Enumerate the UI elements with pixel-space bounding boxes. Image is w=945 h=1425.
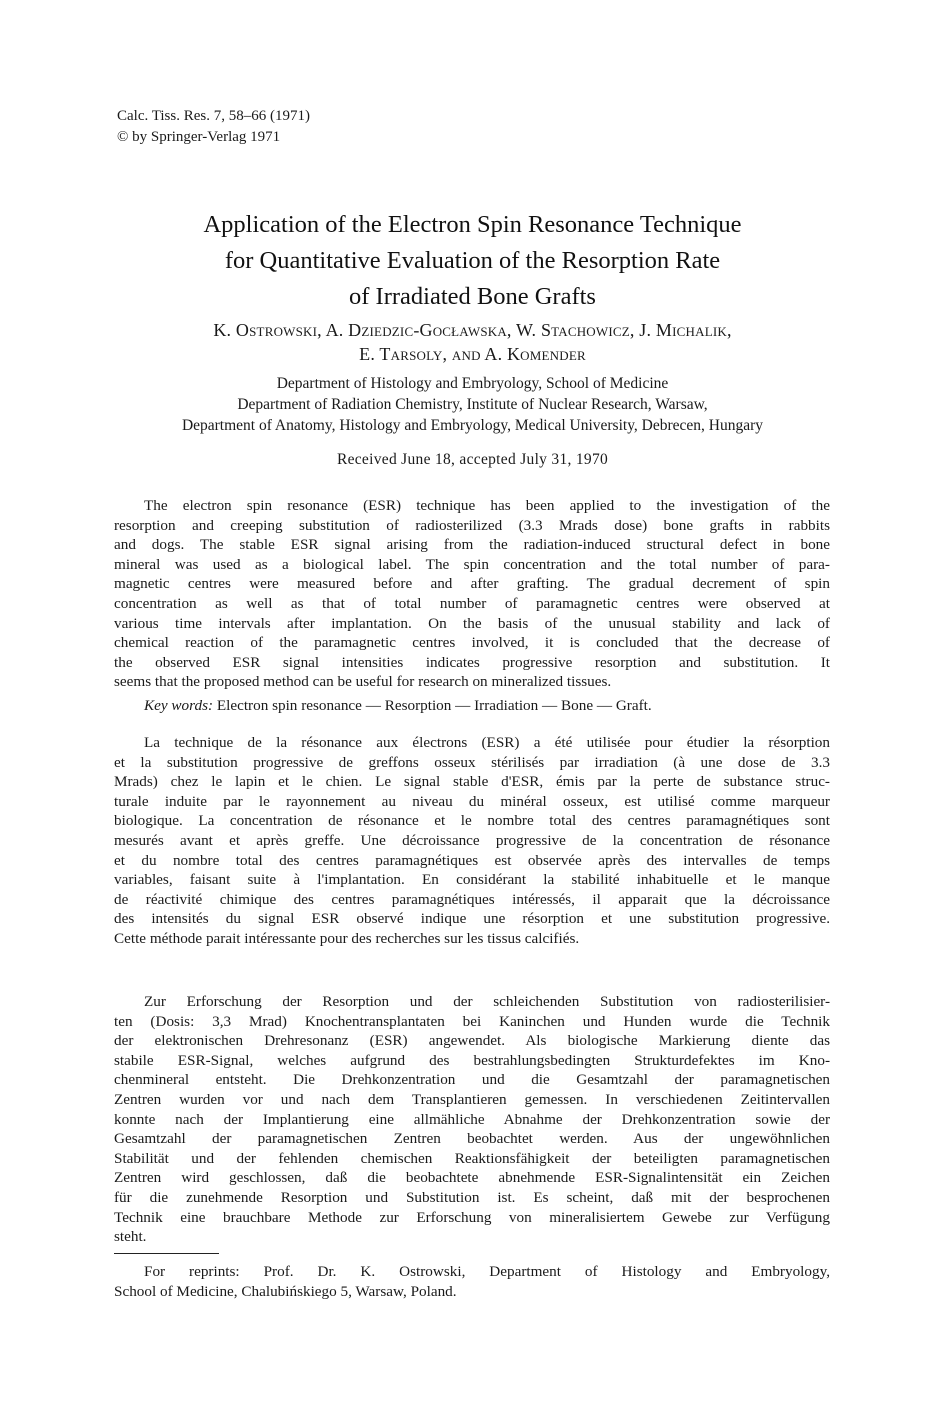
text-line: der elektronischen Drehresonanz (ESR) angewendet. Als biologische Markierung diente das [114,1032,830,1050]
affiliations [100,373,845,436]
text-line: chenmineral entsteht. Die Drehkonzentration und die Gesamtzahl der paramagnetischen [114,1071,830,1089]
keywords [114,696,830,716]
footnote-divider [114,1253,219,1254]
text-line: The electron spin resonance (ESR) technique has been applied to the investigation of the [144,497,830,514]
affiliation: Department of Anatomy, Histology and Embryology, Medical University, Debrecen, Hungary [181,417,764,434]
text-line: Zentren wird geschlossen, daß die beobachtete abnehmende ESR-Signalintensität ein Zeichen [114,1169,830,1187]
author-line: K. Ostrowski, A. Dziedzic-Gocławska, W. Stachowicz, J. Michalik, [213,320,732,340]
text-line: and dogs. The stable ESR signal arising from the radiation-induced structural defect in bone [114,536,830,554]
title-line: for Quantitative Evaluation of the Resorption Rate [224,247,721,274]
text-line: chemical reaction of the paramagnetic centres involved, it is concluded that the decrease of [114,634,830,652]
text-line: konnte nach der Implantierung eine allmähliche Abnahme der Drehkonzentration sowie der [114,1110,830,1128]
journal-copyright: © by Springer-Verlag 1971 [117,129,281,145]
text-line: für die zunehmende Resorption und Substitution ist. Es scheint, daß mit der besprochenen [114,1188,830,1206]
text-line: mineral was used as a biological label. The spin concentration and the total number of para- [114,555,830,573]
paper-title [100,207,845,315]
journal-header [117,106,310,148]
text-line: steht. [114,1228,147,1246]
text-line: de réactivité chimique des centres paramagnétiques intéressés, il apparait que la décroissance [114,890,830,908]
footnote [114,1262,830,1301]
author-line: E. Tarsoly, and A. Komender [359,344,586,364]
abstract-german [114,992,830,1247]
footnote-line: For reprints: Prof. Dr. K. Ostrowski, Department of Histology and Embryology, [144,1263,830,1280]
text-line: concentration as well as that of total number of paramagnetic centres were observed at [114,594,830,612]
text-line: turale induite par le rayonnement au niveau du minéral osseux, est utilisé comme marqueur [114,792,830,810]
journal-citation: Calc. Tiss. Res. 7, 58–66 (1971) [117,108,310,124]
text-line: resorption and creeping substitution of radiosterilized (3.3 Mrads dose) bone grafts in rabbits [114,516,830,534]
affiliation: Department of Histology and Embryology, School of Medicine [276,375,669,392]
text-line: various time intervals after implantation. On the basis of the unusual stability and lack of [114,614,830,632]
text-line: La technique de la résonance aux électrons (ESR) a été utilisée pour étudier la résorption [144,734,830,751]
text-line: seems that the proposed method can be useful for research on mineralized tissues. [114,673,612,691]
text-line: Cette méthode parait intéressante pour des recherches sur les tissus calcifiés. [114,929,580,947]
text-line: stabile ESR-Signal, welches aufgrund des bestrahlungsbedingten Strukturdefektes im Kno- [114,1051,830,1069]
received-date: Received June 18, accepted July 31, 1970 [336,451,609,468]
title-line: Application of the Electron Spin Resonance Technique [203,211,742,238]
title-line: of Irradiated Bone Grafts [349,283,596,310]
keywords-text: Electron spin resonance — Resorption — Irradiation — Bone — Graft. [216,697,652,714]
text-line: et du nombre total des centres paramagnétiques est observée après des intervalles de temps [114,851,830,869]
keywords-label: Key words: [144,697,214,714]
text-line: Zur Erforschung der Resorption und der schleichenden Substitution von radiosterilisier- [144,993,830,1010]
footnote-line: School of Medicine, Chalubińskiego 5, Warsaw, Poland. [114,1282,457,1300]
text-line: Technik eine brauchbare Methode zur Erforschung von mineralisiertem Gewebe zur Verfügung [114,1208,830,1226]
text-line: variables, faisant suite à l'implantation. En considérant la stabilité inhabituelle et le manque [114,871,830,889]
affiliation: Department of Radiation Chemistry, Institute of Nuclear Research, Warsaw, [237,396,708,413]
text-line: mesurés avant et après greffe. Une décroissance progressive de la concentration de résonance [114,831,830,849]
text-line: Gesamtzahl der paramagnetischen Zentren beobachtet werden. Aus der ungewöhnlichen [114,1130,830,1148]
text-line: des intensités du signal ESR observé indique une résorption et une substitution progressive. [114,910,830,928]
keywords-line [114,696,830,716]
author-list [100,318,845,366]
abstract-english [114,496,830,692]
abstract-french [114,733,830,949]
text-line: ten (Dosis: 3,3 Mrad) Knochentransplantaten bei Kaninchen und Hunden wurde die Technik [114,1012,830,1030]
text-line: Stabilität und der fehlenden chemischen Reaktionsfähigkeit der beteiligten paramagnetischen [114,1149,830,1167]
text-line: the observed ESR signal intensities indicates progressive resorption and substitution. It [114,653,830,671]
text-line: Mrads) chez le lapin et le chien. Le signal stable d'ESR, émis par la perte de substance struc- [114,773,830,791]
text-line: Zentren wurden vor und nach dem Transplantieren gemessen. In verschiedenen Zeitintervallen [114,1090,830,1108]
text-line: magnetic centres were measured before and after grafting. The gradual decrement of spin [114,575,830,593]
text-line: biologique. La concentration de résonance et le nombre total des centres paramagnétiques sont [114,812,830,830]
text-line: et la substitution progressive de greffons osseux stérilisés par irradiation (à une dose de 3.3 [114,753,830,771]
